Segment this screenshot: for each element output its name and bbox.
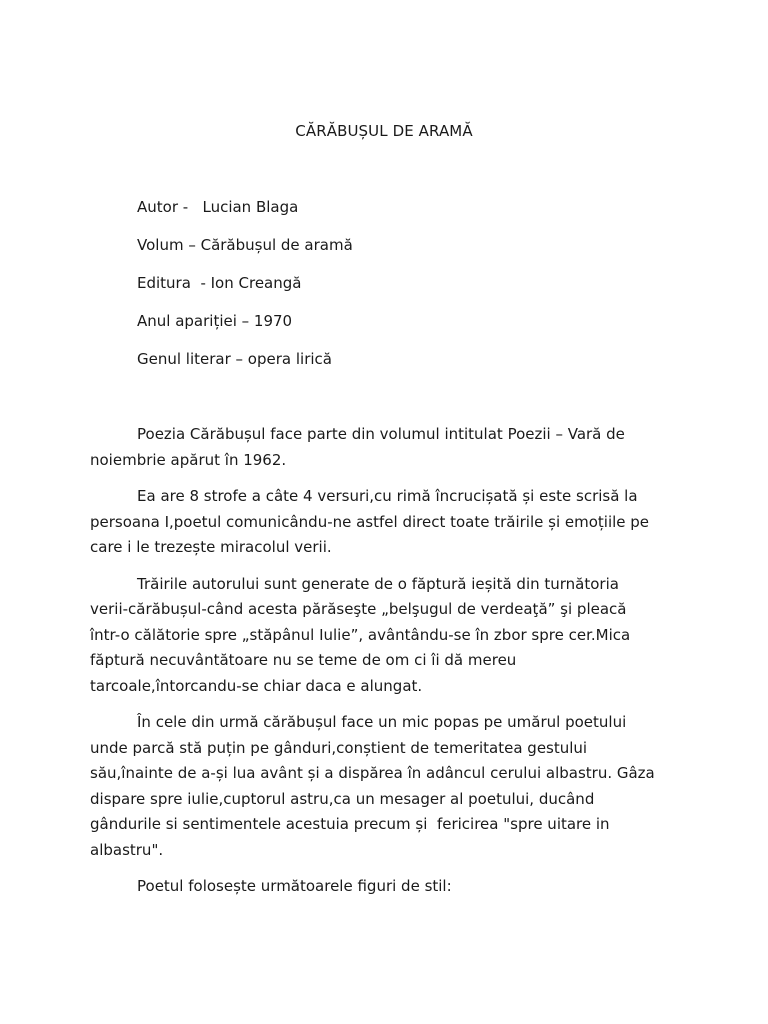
paragraph-line: noiembrie apărut în 1962. [90,450,287,469]
paragraph-5 [90,874,670,900]
paragraph-line: persoana I,poetul comunicându-ne astfel direct toate trăirile și emoțiile pe [90,512,650,531]
paragraph-line: Poetul folosește următoarele figuri de stil: [137,877,452,895]
metadata-volume: Volum – Cărăbușul de aramă [137,236,353,254]
paragraph-line: Trăirile autorului sunt generate de o făptură ieșită din turnătoria [137,574,619,593]
paragraph-1 [90,422,670,473]
metadata-author: Autor - Lucian Blaga [137,198,299,216]
body-text [90,422,670,911]
metadata-year: Anul apariției – 1970 [137,312,293,330]
paragraph-line: care i le trezește miracolul verii. [90,538,332,556]
work-metadata-list [137,196,353,386]
metadata-publisher: Editura - Ion Creangă [137,274,302,292]
paragraph-line: gândurile si sentimentele acestuia precum și fericirea "spre uitare in [90,815,610,833]
paragraph-line: într-o călătorie spre „stăpânul Iulie”, avântându-se în zbor spre cer.Mica [90,625,631,644]
paragraph-2 [90,484,670,561]
paragraph-line: albastru". [90,840,164,859]
page-title: CĂRĂBUȘUL DE ARAMĂ [295,122,473,140]
metadata-genre: Genul literar – opera lirică [137,350,332,368]
paragraph-line: verii-cărăbușul-când acesta părăseşte „belşugul de verdeaţă” şi pleacă [90,600,627,618]
paragraph-4 [90,710,670,863]
paragraph-line: Ea are 8 strofe a câte 4 versuri,cu rimă încrucișată și este scrisă la [137,487,638,505]
paragraph-3 [90,572,670,700]
paragraph-line: făptură necuvântătoare nu se teme de om ci îi dă mereu [90,651,517,669]
paragraph-line: unde parcă stă puțin pe gânduri,conștient de temeritatea gestului [90,738,588,757]
paragraph-line: său,înainte de a-și lua avânt și a dispărea în adâncul cerului albastru. Gâza [90,764,655,782]
paragraph-line: dispare spre iulie,cuptorul astru,ca un mesager al poetului, ducând [90,789,595,808]
paragraph-line: tarcoale,întorcandu-se chiar daca e alungat. [90,676,423,695]
paragraph-line: Poezia Cărăbușul face parte din volumul intitulat Poezii – Vară de [137,425,625,443]
paragraph-line: În cele din urmă cărăbușul face un mic popas pe umărul poetului [137,713,627,731]
